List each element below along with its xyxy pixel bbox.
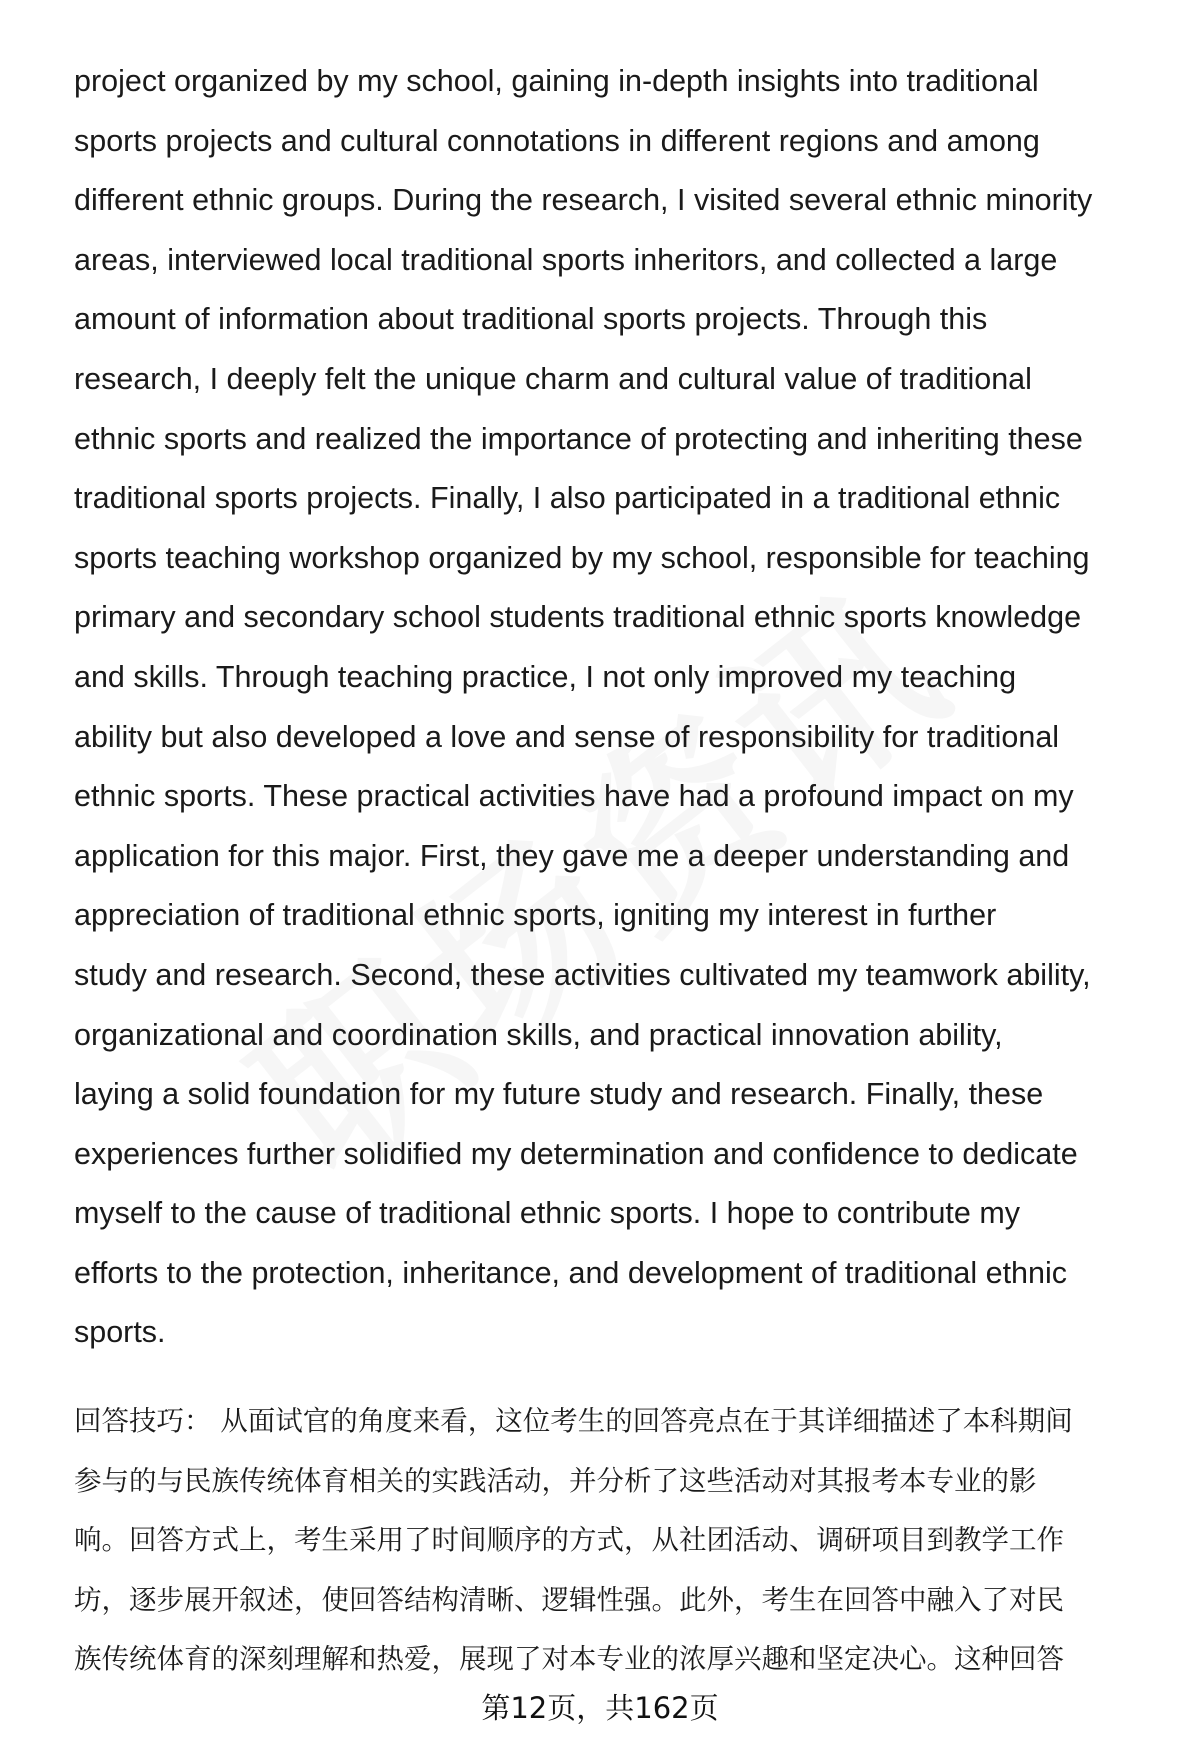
- body-line: appreciation of traditional ethnic sports, igniting my interest in further: [74, 898, 997, 933]
- body-line: study and research. Second, these activities cultivated my teamwork ability,: [74, 957, 1091, 992]
- body-line: areas, interviewed local traditional sports inheritors, and collected a large: [74, 242, 1058, 277]
- page-number: 第12页，共162页: [481, 1691, 719, 1725]
- body-line: organizational and coordination skills, and practical innovation ability,: [74, 1017, 1003, 1052]
- body-line: ethnic sports. These practical activities have had a profound impact on my: [74, 779, 1074, 814]
- answer-tips-paragraph: [74, 1392, 1174, 1690]
- body-line: sports projects and cultural connotations in different regions and among: [74, 123, 1040, 158]
- body-line: different ethnic groups. During the research, I visited several ethnic minority: [74, 183, 1093, 218]
- body-line: ability but also developed a love and sense of responsibility for traditional: [74, 719, 1060, 754]
- body-line: application for this major. First, they gave me a deeper understanding and: [74, 838, 1070, 873]
- body-line: primary and secondary school students traditional ethnic sports knowledge: [74, 600, 1082, 635]
- body-paragraph: [74, 52, 1174, 1363]
- tips-line: 响。回答方式上，考生采用了时间顺序的方式，从社团活动、调研项目到教学工作: [74, 1524, 1064, 1557]
- tips-line: 回答技巧： 从面试官的角度来看，这位考生的回答亮点在于其详细描述了本科期间: [74, 1405, 1073, 1437]
- body-line: sports teaching workshop organized by my school, responsible for teaching: [74, 540, 1090, 575]
- body-line: experiences further solidified my determination and confidence to dedicate: [74, 1136, 1078, 1171]
- body-line: sports.: [74, 1315, 166, 1350]
- tips-line: 参与的与民族传统体育相关的实践活动，并分析了这些活动对其报考本专业的影: [74, 1464, 1037, 1497]
- tips-line: 坊，逐步展开叙述，使回答结构清晰、逻辑性强。此外，考生在回答中融入了对民: [74, 1583, 1064, 1616]
- body-line: ethnic sports and realized the importance of protecting and inheriting these: [74, 421, 1083, 456]
- tips-line: 族传统体育的深刻理解和热爱，展现了对本专业的浓厚兴趣和坚定决心。这种回答: [74, 1643, 1064, 1676]
- body-line: research, I deeply felt the unique charm and cultural value of traditional: [74, 361, 1032, 396]
- body-line: and skills. Through teaching practice, I not only improved my teaching: [74, 659, 1017, 694]
- body-line: project organized by my school, gaining in-depth insights into traditional: [74, 64, 1039, 98]
- body-line: traditional sports projects. Finally, I also participated in a traditional ethnic: [74, 481, 1061, 516]
- body-line: amount of information about traditional sports projects. Through this: [74, 302, 988, 337]
- body-line: myself to the cause of traditional ethnic sports. I hope to contribute my: [74, 1196, 1020, 1231]
- body-line: laying a solid foundation for my future study and research. Finally, these: [74, 1077, 1044, 1112]
- body-line: efforts to the protection, inheritance, and development of traditional ethnic: [74, 1255, 1068, 1290]
